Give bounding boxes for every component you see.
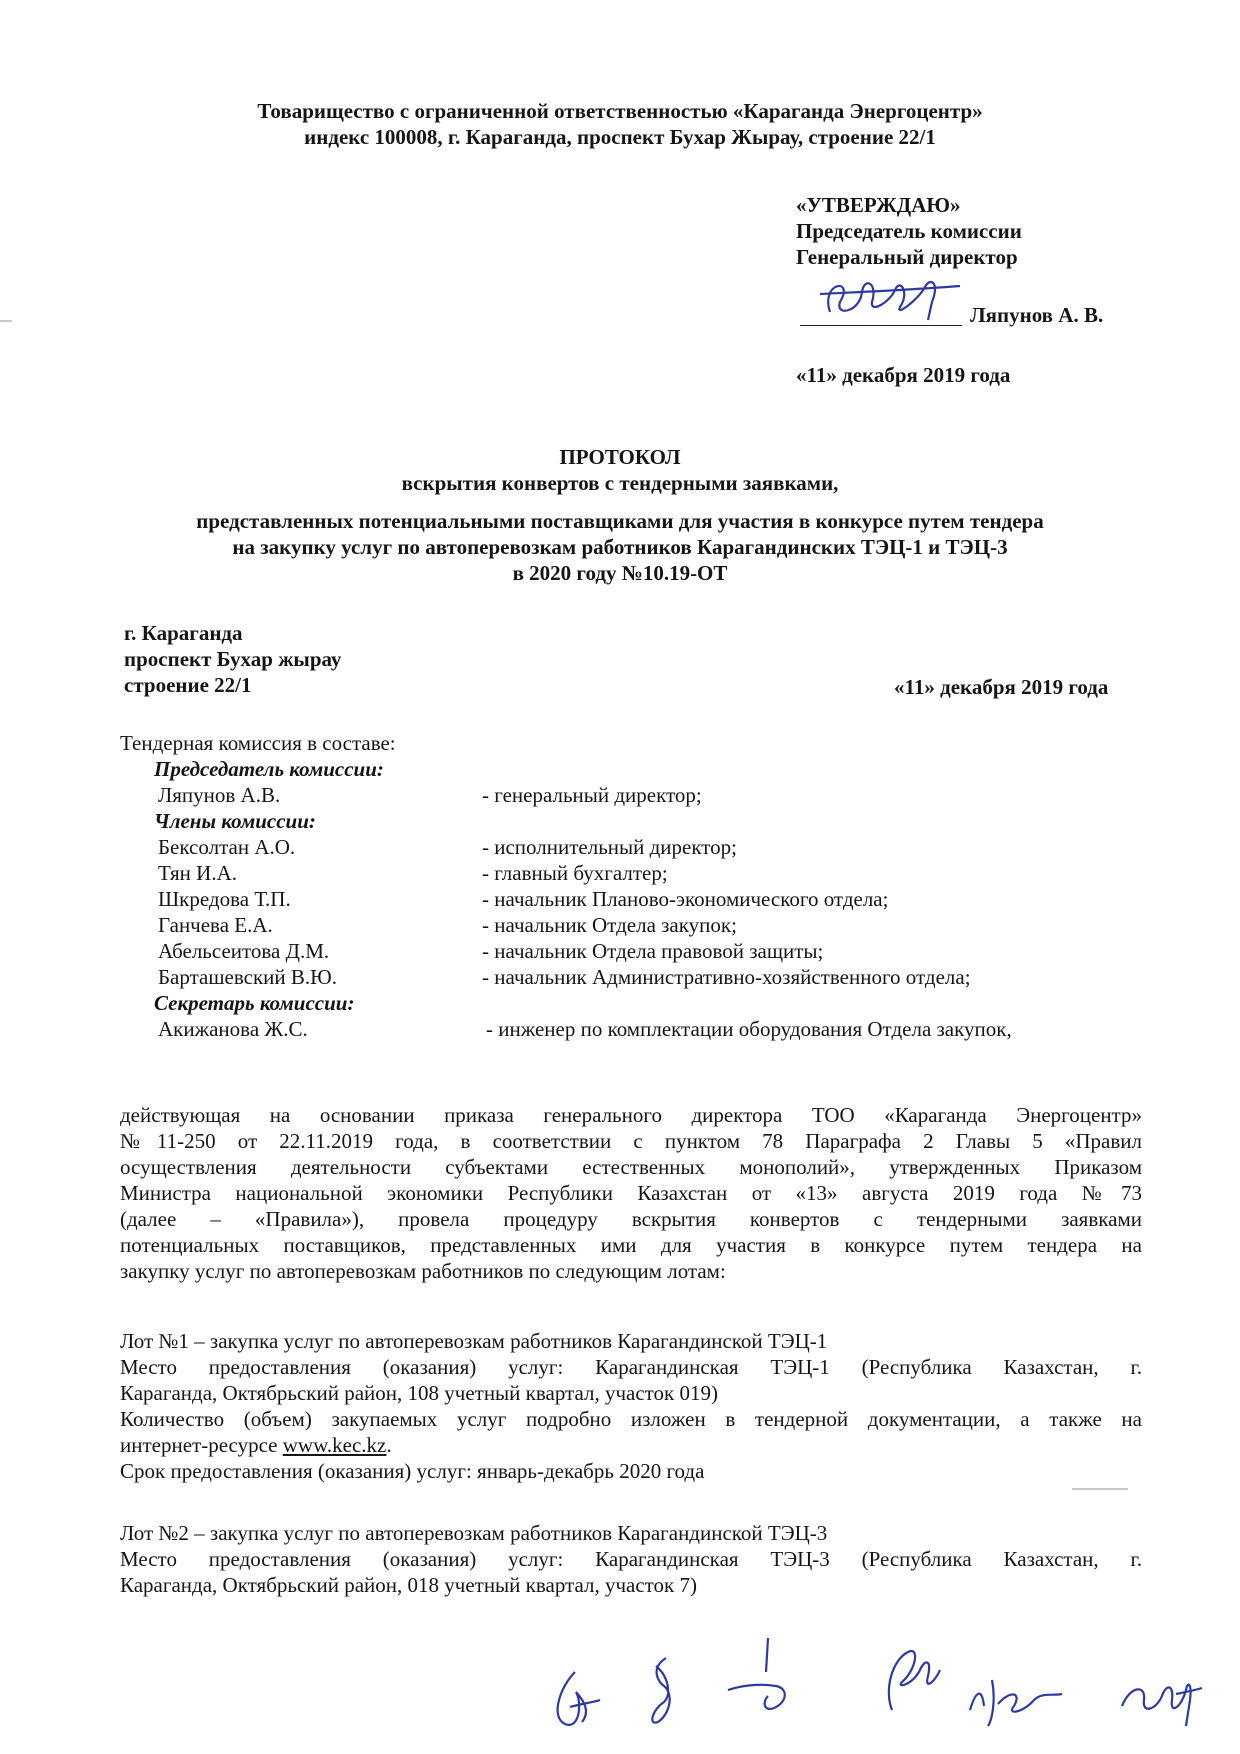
lot2-place-line2: Караганда, Октябрьский район, 018 учетный квартал, участок 7) — [120, 1573, 698, 1597]
approval-date: «11» декабря 2019 года — [796, 363, 1011, 387]
body-line: Министра национальной экономики Республики Казахстан от «13» августа 2019 года №73 — [120, 1181, 1142, 1205]
member-role: - исполнительный директор; — [482, 835, 738, 859]
commission-intro: Тендерная комиссия в составе: — [120, 731, 396, 755]
header-address: индекс 100008, г. Караганда, проспект Бухар Жырау, строение 22/1 — [304, 125, 936, 149]
member-signature-6 — [1116, 1660, 1206, 1730]
protocol-subtitle-4: в 2020 году №10.19-ОТ — [512, 561, 728, 585]
member-role: - начальник Планово-экономического отдела; — [482, 887, 889, 911]
member-signature-1 — [540, 1662, 610, 1732]
commission-chair-role: - генеральный директор; — [482, 783, 702, 807]
member-signature-2 — [638, 1652, 688, 1732]
lot1-place-line1: Место предоставления (оказания) услуг: Карагандинская ТЭЦ-1 (Республика Казахстан, г. — [120, 1355, 1142, 1379]
protocol-subtitle-3: на закупку услуг по автоперевозкам работников Карагандинских ТЭЦ-1 и ТЭЦ-3 — [232, 535, 1008, 559]
body-line: действующая на основании приказа генерального директора ТОО «Караганда Энергоцентр» — [120, 1103, 1142, 1127]
secretary-name: Акижанова Ж.С. — [158, 1017, 308, 1041]
scan-mark-left — [0, 320, 12, 322]
member-signature-4 — [862, 1640, 942, 1720]
body-line: (далее – «Правила»), провела процедуру вскрытия конвертов с тендерными заявками — [120, 1207, 1142, 1231]
protocol-subtitle-1: вскрытия конвертов с тендерными заявками, — [401, 471, 839, 495]
scan-mark-right — [1072, 1488, 1128, 1490]
commission-chair-heading: Председатель комиссии: — [154, 757, 384, 781]
lot2-place-line1: Место предоставления (оказания) услуг: Карагандинская ТЭЦ-3 (Республика Казахстан, г. — [120, 1547, 1142, 1571]
protocol-subtitle-2: представленных потенциальными поставщиками для участия в конкурсе путем тендера — [196, 509, 1044, 533]
member-name: Абельсеитова Д.М. — [158, 939, 330, 963]
place-city: г. Караганда — [124, 621, 243, 645]
member-name: Барташевский В.Ю. — [158, 965, 337, 989]
member-role: - начальник Отдела закупок; — [482, 913, 737, 937]
approval-name: Ляпунов А. В. — [970, 303, 1104, 327]
member-role: - начальник Отдела правовой защиты; — [482, 939, 824, 963]
member-name: Бексолтан А.О. — [158, 835, 296, 859]
protocol-title: ПРОТОКОЛ — [559, 445, 681, 469]
member-name: Ганчева Е.А. — [158, 913, 273, 937]
secretary-role: - инженер по комплектации оборудования Отдела закупок, — [486, 1017, 1012, 1041]
lot1-volume-prefix: интернет-ресурсе — [120, 1433, 283, 1457]
lot1-volume-line2 — [120, 1432, 392, 1458]
member-name: Тян И.А. — [158, 861, 238, 885]
lot1-title: Лот №1 – закупка услуг по автоперевозкам работников Карагандинской ТЭЦ-1 — [120, 1329, 828, 1353]
lot1-volume-line1: Количество (объем) закупаемых услуг подробно изложен в тендерной документации, а также на — [120, 1407, 1142, 1431]
body-line: закупку услуг по автоперевозкам работников по следующим лотам: — [120, 1259, 726, 1283]
director-signature — [800, 272, 970, 332]
commission-chair-name: Ляпунов А.В. — [158, 783, 281, 807]
signature-line — [800, 325, 962, 326]
approval-title: «УТВЕРЖДАЮ» — [796, 193, 961, 217]
approval-role-chair: Председатель комиссии — [796, 219, 1022, 243]
member-signature-5 — [962, 1660, 1072, 1730]
member-role: - главный бухгалтер; — [482, 861, 668, 885]
kec-website-link[interactable]: www.kec.kz — [282, 1433, 387, 1457]
commission-secretary-heading: Секретарь комиссии: — [154, 991, 355, 1015]
header-org: Товарищество с ограниченной ответственностью «Караганда Энергоцентр» — [257, 99, 983, 123]
lot1-volume-suffix: . — [386, 1433, 392, 1457]
member-role: - начальник Административно-хозяйственного отдела; — [482, 965, 971, 989]
body-line: потенциальных поставщиков, представленных ими для участия в конкурсе путем тендера на — [120, 1233, 1142, 1257]
lot2-title: Лот №2 – закупка услуг по автоперевозкам работников Карагандинской ТЭЦ-3 — [120, 1521, 828, 1545]
member-signature-3 — [718, 1632, 808, 1722]
place-building: строение 22/1 — [124, 673, 252, 697]
place-street: проспект Бухар жырау — [124, 647, 342, 671]
member-name: Шкредова Т.П. — [158, 887, 291, 911]
body-line: осуществления деятельности субъектами естественных монополий», утвержденных Приказом — [120, 1155, 1142, 1179]
lot1-term: Срок предоставления (оказания) услуг: январь-декабрь 2020 года — [120, 1459, 705, 1483]
lot1-place-line2: Караганда, Октябрьский район, 108 учетный квартал, участок 019) — [120, 1381, 719, 1405]
commission-members-heading: Члены комиссии: — [154, 809, 316, 833]
approval-role-director: Генеральный директор — [796, 245, 1018, 269]
place-date: «11» декабря 2019 года — [894, 675, 1109, 699]
body-line: №11-250 от 22.11.2019 года, в соответствии с пунктом 78 Параграфа 2 Главы 5 «Правил — [120, 1129, 1142, 1153]
